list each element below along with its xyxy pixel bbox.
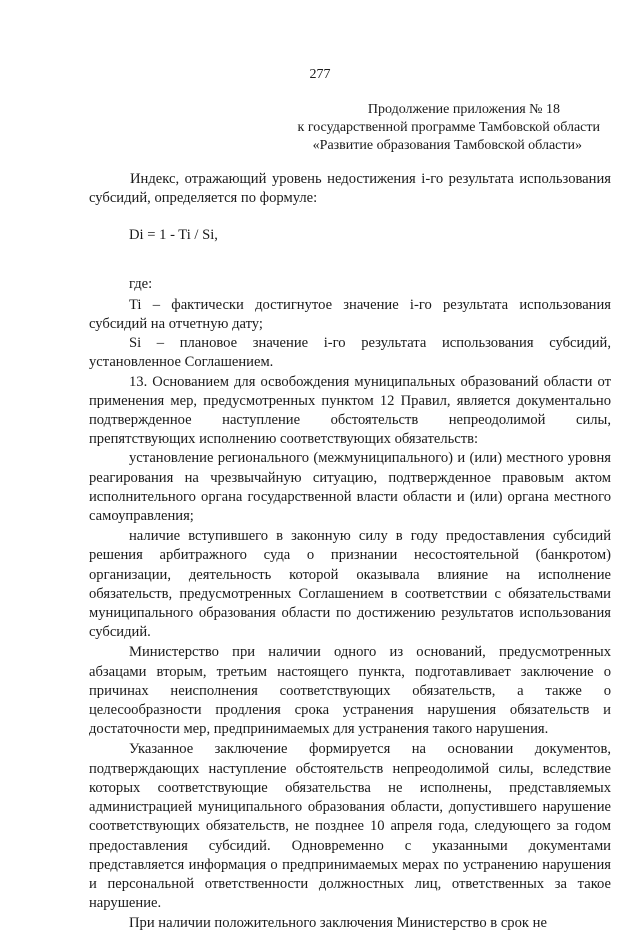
paragraph-where: где: [129, 275, 153, 292]
appendix-program: к государственной программе Тамбовской области [297, 120, 600, 135]
paragraph-item-13: 13. Основанием для освобождения муниципальных образований области от применения мер, предусмотренных пунктом 12 Правил, является документально подтвержденное наступление обстоятельств непреодолимой силы, препятствующих исполнению соответствующих обязательств: [89, 373, 611, 448]
paragraph-court-decision: наличие вступившего в законную силу в году предоставления субсидий решения арбитражного суда о признании несостоятельной (банкротом) организации, деятельность которой оказывала влияние на исполнение обязательств, предусмотренных Соглашением в соответствии с обязательствами муниципального образования области по достижению результатов использования субсидий. [89, 528, 611, 641]
appendix-title: Продолжение приложения № 18 [367, 102, 560, 117]
paragraph-emergency: установление регионального (межмуниципального) и (или) местного уровня реагирования на чрезвычайную ситуацию, подтвержденное правовым актом исполнительного органа государственной власти области и (или) органа местного самоуправления; [89, 450, 611, 525]
paragraph-ministry: Министерство при наличии одного из оснований, предусмотренных абзацами вторым, третьим настоящего пункта, подготавливает заключение о причинах неисполнения соответствующих обязательств, а также о целесообразности продления срока устранения нарушения обязательств и достаточности мер, предпринимаемых для устранения такого нарушения. [89, 644, 611, 738]
formula: Di = 1 - Ti / Si, [129, 227, 218, 244]
appendix-header [298, 101, 600, 155]
paragraph-index-intro: Индекс, отражающий уровень недостижения i-го результата использования субсидий, определяется по формуле: [89, 171, 611, 207]
paragraph-conclusion: Указанное заключение формируется на основании документов, подтверждающих наступление обстоятельств непреодолимой силы, вследствие которых соответствующие обязательства не исполнены, представляемых администрацией муниципального образования области, допустившего нарушение соответствующих обязательств, не позднее 10 апреля года, следующего за годом предоставления субсидий. Одновременно с указанными документами представляется информация о предпринимаемых мерах по устранению нарушения и персональной ответственности должностных лиц, ответственных за такое нарушение. [89, 741, 611, 912]
paragraph-ti-definition: Ti – фактически достигнутое значение i-го результата использования субсидий на отчетную дату; [89, 296, 611, 333]
appendix-program-name: «Развитие образования Тамбовской области» [312, 138, 582, 153]
page-number: 277 [309, 67, 331, 82]
paragraph-si-definition: Si – плановое значение i-го результата использования субсидий, установленное Соглашением. [89, 335, 611, 371]
document-body [89, 170, 611, 934]
paragraph-positive-conclusion: При наличии положительного заключения Министерство в срок не [129, 915, 547, 932]
